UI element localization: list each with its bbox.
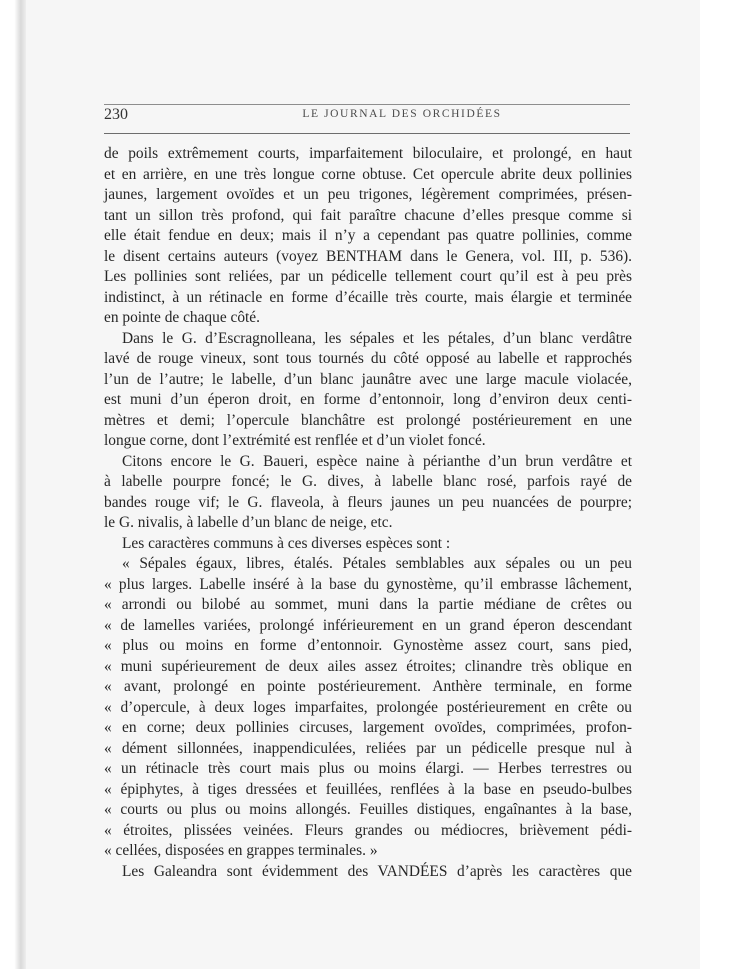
text-line: de poils extrêmement courts, imparfaitement biloculaire, et prolongé, en haut [104,145,632,162]
text-line: indistinct, à un rétinacle en forme d’écaille très courte, mais élargie et terminée [104,288,632,306]
text-line: bandes rouge vif; le G. flaveola, à fleurs jaunes un peu nuancées de pourpre; [104,493,632,511]
text-line: jaunes, largement ovoïdes et un peu trigones, légèrement comprimées, présen- [104,186,632,203]
text-line: « muni supérieurement de deux ailes assez étroites; clinandre très oblique en [104,657,632,675]
text-line: « de lamelles variées, prolongé inférieurement en un grand éperon descendant [104,616,632,634]
header-rule-top [104,104,630,105]
text-line: le G. nivalis, à labelle d’un blanc de neige, etc. [104,514,393,531]
text-line: « plus larges. Labelle inséré à la base du gynostème, qu’il embrasse lâchement, [104,575,632,593]
text-line: Citons encore le G. Baueri, espèce naine à périanthe d’un brun verdâtre et [122,452,632,470]
text-line: « arrondi ou bilobé au sommet, muni dans la partie médiane de crêtes ou [104,596,632,613]
running-header [104,106,630,126]
text-line: « en corne; deux pollinies circuses, largement ovoïdes, comprimées, profon- [104,719,632,736]
text-line: tant un sillon très profond, qui fait paraître chacune d’elles presque comme si [104,206,632,224]
text-line: elle était fendue en deux; mais il n’y a cependant pas quatre pollinies, comme [104,227,632,244]
running-title: LE JOURNAL DES ORCHIDÉES [302,108,502,120]
text-line: « cellées, disposées en grappes terminales. » [104,842,378,859]
text-line: le disent certains auteurs (voyez BENTHAM dans le Genera, vol. III, p. 536). [104,247,632,265]
page-number: 230 [104,106,128,123]
text-line: « épiphytes, à tiges dressées et feuillées, renflées à la base en pseudo-bulbes [104,780,632,798]
text-line: Les Galeandra sont évidemment des VANDÉES d’après les caractères que [122,862,632,880]
text-line: Les caractères communs à ces diverses espèces sont : [122,534,451,552]
text-line: « plus ou moins en forme d’entonnoir. Gynostème assez court, sans pied, [104,637,632,654]
text-line: Les pollinies sont reliées, par un pédicelle tellement court qu’il est à peu près [104,268,632,285]
text-line: « d’opercule, à deux loges imparfaites, prolongée postérieurement en crête ou [104,698,632,716]
text-line: Dans le G. d’Escragnolleana, les sépales et les pétales, d’un blanc verdâtre [122,329,632,347]
text-line: « courts ou plus ou moins allongés. Feuilles distiques, engaînantes à la base, [104,801,632,818]
scan-border-left [0,0,26,969]
text-line: « étroites, plissées veinées. Fleurs grandes ou médiocres, brièvement pédi- [104,821,632,839]
text-line: est muni d’un éperon droit, en forme d’entonnoir, long d’environ deux centi- [104,391,632,408]
scan-border-right [700,0,750,969]
text-line: lavé de rouge vineux, sont tous tournés du côté opposé au labelle et rapprochés [104,350,632,367]
text-line: à labelle pourpre foncé; le G. dives, à labelle blanc rosé, parfois rayé de [104,473,632,490]
text-line: « un rétinacle très court mais plus ou moins élargi. — Herbes terrestres ou [104,760,632,777]
body-text [104,144,632,882]
text-line: l’un de l’autre; le labelle, d’un blanc jaunâtre avec une large macule violacée, [104,370,632,388]
header-rule-bottom [104,133,630,134]
text-line: « dément sillonnées, inappendiculées, reliées par un pédicelle presque nul à [104,739,632,757]
text-line: « Sépales égaux, libres, étalés. Pétales semblables aux sépales ou un peu [122,555,632,572]
text-line: longue corne, dont l’extrémité est renflée et d’un violet foncé. [104,432,486,449]
text-line: en pointe de chaque côté. [104,309,260,326]
text-line: « avant, prolongé en pointe postérieurement. Anthère terminale, en forme [104,678,632,695]
text-line: mètres et demi; l’opercule blanchâtre est prolongé postérieurement en une [104,411,632,429]
text-line: et en arrière, en une très longue corne obtuse. Cet opercule abrite deux pollinies [104,165,632,183]
